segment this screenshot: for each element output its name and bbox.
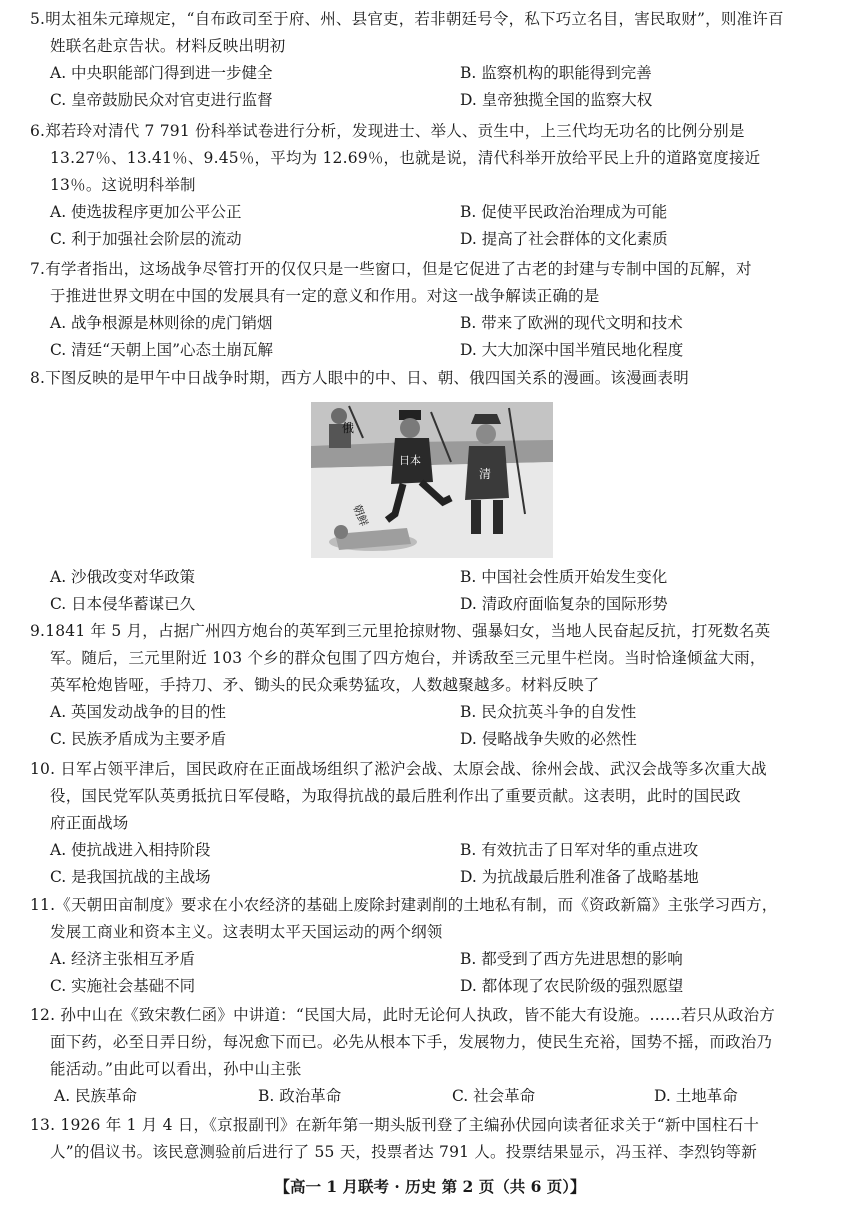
option-a: A. 中央职能部门得到进一步健全 <box>50 64 273 82</box>
question-text-line: 于推进世界文明在中国的发展具有一定的意义和作用。对这一战争解读正确的是 <box>50 287 600 305</box>
question-12 <box>30 1002 830 1110</box>
footer-page: 第 2 页（共 6 页）】 <box>436 1177 586 1196</box>
question-text-line: 6.郑若玲对清代 7 791 份科举试卷进行分析，发现进士、举人、贡生中，上三代均无功名的比例分别是 <box>30 122 745 140</box>
option-c: C. 利于加强社会阶层的流动 <box>50 230 242 248</box>
question-text-line: 9.1841 年 5 月，占据广州四方炮台的英军到三元里抢掠财物、强暴妇女，当地人民奋起反抗，打死数名英 <box>30 622 771 640</box>
option-c: C. 清廷“天朝上国”心态土崩瓦解 <box>50 341 274 359</box>
question-text-line: 英军枪炮皆哑，手持刀、矛、锄头的民众乘势猛攻，人数越聚越多。材料反映了 <box>50 676 600 694</box>
option-d: D. 土地革命 <box>654 1087 738 1105</box>
question-text-line: 12. 孙中山在《致宋教仁函》中讲道：“民国大局，此时无论何人执政，皆不能大有设施。……若只从政治方 <box>30 1006 776 1024</box>
question-8-options <box>30 564 830 618</box>
question-7 <box>30 256 830 364</box>
question-text-line: 13.27％、13.41％、9.45％，平均为 12.69％，也就是说，清代科举开放给平民上升的道路宽度接近 <box>50 149 761 167</box>
question-text-line: 5.明太祖朱元璋规定，“自布政司至于府、州、县官吏，若非朝廷号令，私下巧立名目，害民取财”，则准许百 <box>30 10 784 28</box>
option-b: B. 监察机构的职能得到完善 <box>460 64 652 82</box>
option-d: D. 为抗战最后胜利准备了战略基地 <box>460 868 699 886</box>
question-text-line: 面下药，必至日弄日纷，每况愈下而已。必先从根本下手，发展物力，使民生充裕，国势不摇，而政治乃 <box>50 1033 773 1051</box>
question-text-line: 军。随后，三元里附近 103 个乡的群众包围了四方炮台，并诱敌至三元里牛栏岗。当时恰逢倾盆大雨， <box>50 649 766 667</box>
option-a: A. 使选拔程序更加公平公正 <box>50 203 242 221</box>
question-10 <box>30 756 830 891</box>
option-c: C. 皇帝鼓励民众对官吏进行监督 <box>50 91 273 109</box>
question-8 <box>30 365 830 392</box>
question-text-line: 府正面战场 <box>50 814 129 832</box>
option-d: D. 皇帝独揽全国的监察大权 <box>460 91 653 109</box>
option-b: B. 中国社会性质开始发生变化 <box>460 568 668 586</box>
page-footer <box>0 1175 860 1197</box>
option-d: D. 都体现了农民阶级的强烈愿望 <box>460 977 684 995</box>
footer-left: 【高一 1 月联考 · <box>274 1177 406 1196</box>
option-d: D. 大大加深中国半殖民地化程度 <box>460 341 684 359</box>
question-5 <box>30 6 830 114</box>
option-c: C. 日本侵华蓄谋已久 <box>50 595 196 613</box>
question-text-line: 11.《天朝田亩制度》要求在小农经济的基础上废除封建剥削的土地私有制，而《资政新篇》主张学习西方， <box>30 896 778 914</box>
option-a: A. 使抗战进入相持阶段 <box>50 841 211 859</box>
option-b: B. 民众抗英斗争的自发性 <box>460 703 637 721</box>
option-b: B. 促使平民政治治理成为可能 <box>460 203 668 221</box>
option-b: B. 都受到了西方先进思想的影响 <box>460 950 683 968</box>
question-text-line: 8.下图反映的是甲午中日战争时期，西方人眼中的中、日、朝、俄四国关系的漫画。该漫画表明 <box>30 369 689 387</box>
question-text-line: 能活动。”由此可以看出，孙中山主张 <box>50 1060 302 1078</box>
option-c: C. 是我国抗战的主战场 <box>50 868 211 886</box>
question-text-line: 姓联名赴京告状。材料反映出明初 <box>50 37 286 55</box>
label-russia: 俄 <box>342 421 355 435</box>
option-b: B. 有效抗击了日军对华的重点进攻 <box>460 841 699 859</box>
option-a: A. 民族革命 <box>54 1087 138 1105</box>
question-text-line: 发展工商业和资本主义。这表明太平天国运动的两个纲领 <box>50 923 443 941</box>
question-text-line: 10. 日军占领平津后，国民政府在正面战场组织了淞沪会战、太原会战、徐州会战、武汉会战等多次重大战 <box>30 760 767 778</box>
question-text-line: 13. 1926 年 1 月 4 日，《京报副刊》在新年第一期头版刊登了主编孙伏园向读者征求关于“新中国柱石十 <box>30 1116 760 1134</box>
option-d: D. 侵略战争失败的必然性 <box>460 730 637 748</box>
label-japan: 日本 <box>399 454 421 467</box>
question-9 <box>30 618 830 753</box>
question-text-line: 13％。这说明科举制 <box>50 176 196 194</box>
question-text-line: 7.有学者指出，这场战争尽管打开的仅仅只是一些窗口，但是它促进了古老的封建与专制中国的瓦解，对 <box>30 260 752 278</box>
option-d: D. 清政府面临复杂的国际形势 <box>460 595 668 613</box>
question-11 <box>30 892 830 1000</box>
footer-subject: 历史 <box>405 1177 437 1196</box>
label-qing: 清 <box>479 467 492 481</box>
option-c: C. 实施社会基础不同 <box>50 977 196 995</box>
option-a: A. 经济主张相互矛盾 <box>50 950 196 968</box>
question-text-line: 人”的倡议书。该民意测验前后进行了 55 天，投票者达 791 人。投票结果显示，冯玉祥、李烈钧等新 <box>50 1143 757 1161</box>
option-c: C. 民族矛盾成为主要矛盾 <box>50 730 227 748</box>
option-a: A. 战争根源是林则徐的虎门销烟 <box>50 314 273 332</box>
option-b: B. 政治革命 <box>258 1087 342 1105</box>
option-c: C. 社会革命 <box>452 1087 536 1105</box>
question-13 <box>30 1112 830 1166</box>
option-b: B. 带来了欧洲的现代文明和技术 <box>460 314 683 332</box>
option-d: D. 提高了社会群体的文化素质 <box>460 230 668 248</box>
option-a: A. 英国发动战争的目的性 <box>50 703 227 721</box>
question-text-line: 役，国民党军队英勇抵抗日军侵略，为取得抗战的最后胜利作出了重要贡献。这表明，此时的国民政 <box>50 787 741 805</box>
option-a: A. 沙俄改变对华政策 <box>50 568 196 586</box>
label-korea: 朝鲜 <box>350 502 371 529</box>
question-6 <box>30 118 830 253</box>
cartoon-image <box>311 402 553 558</box>
